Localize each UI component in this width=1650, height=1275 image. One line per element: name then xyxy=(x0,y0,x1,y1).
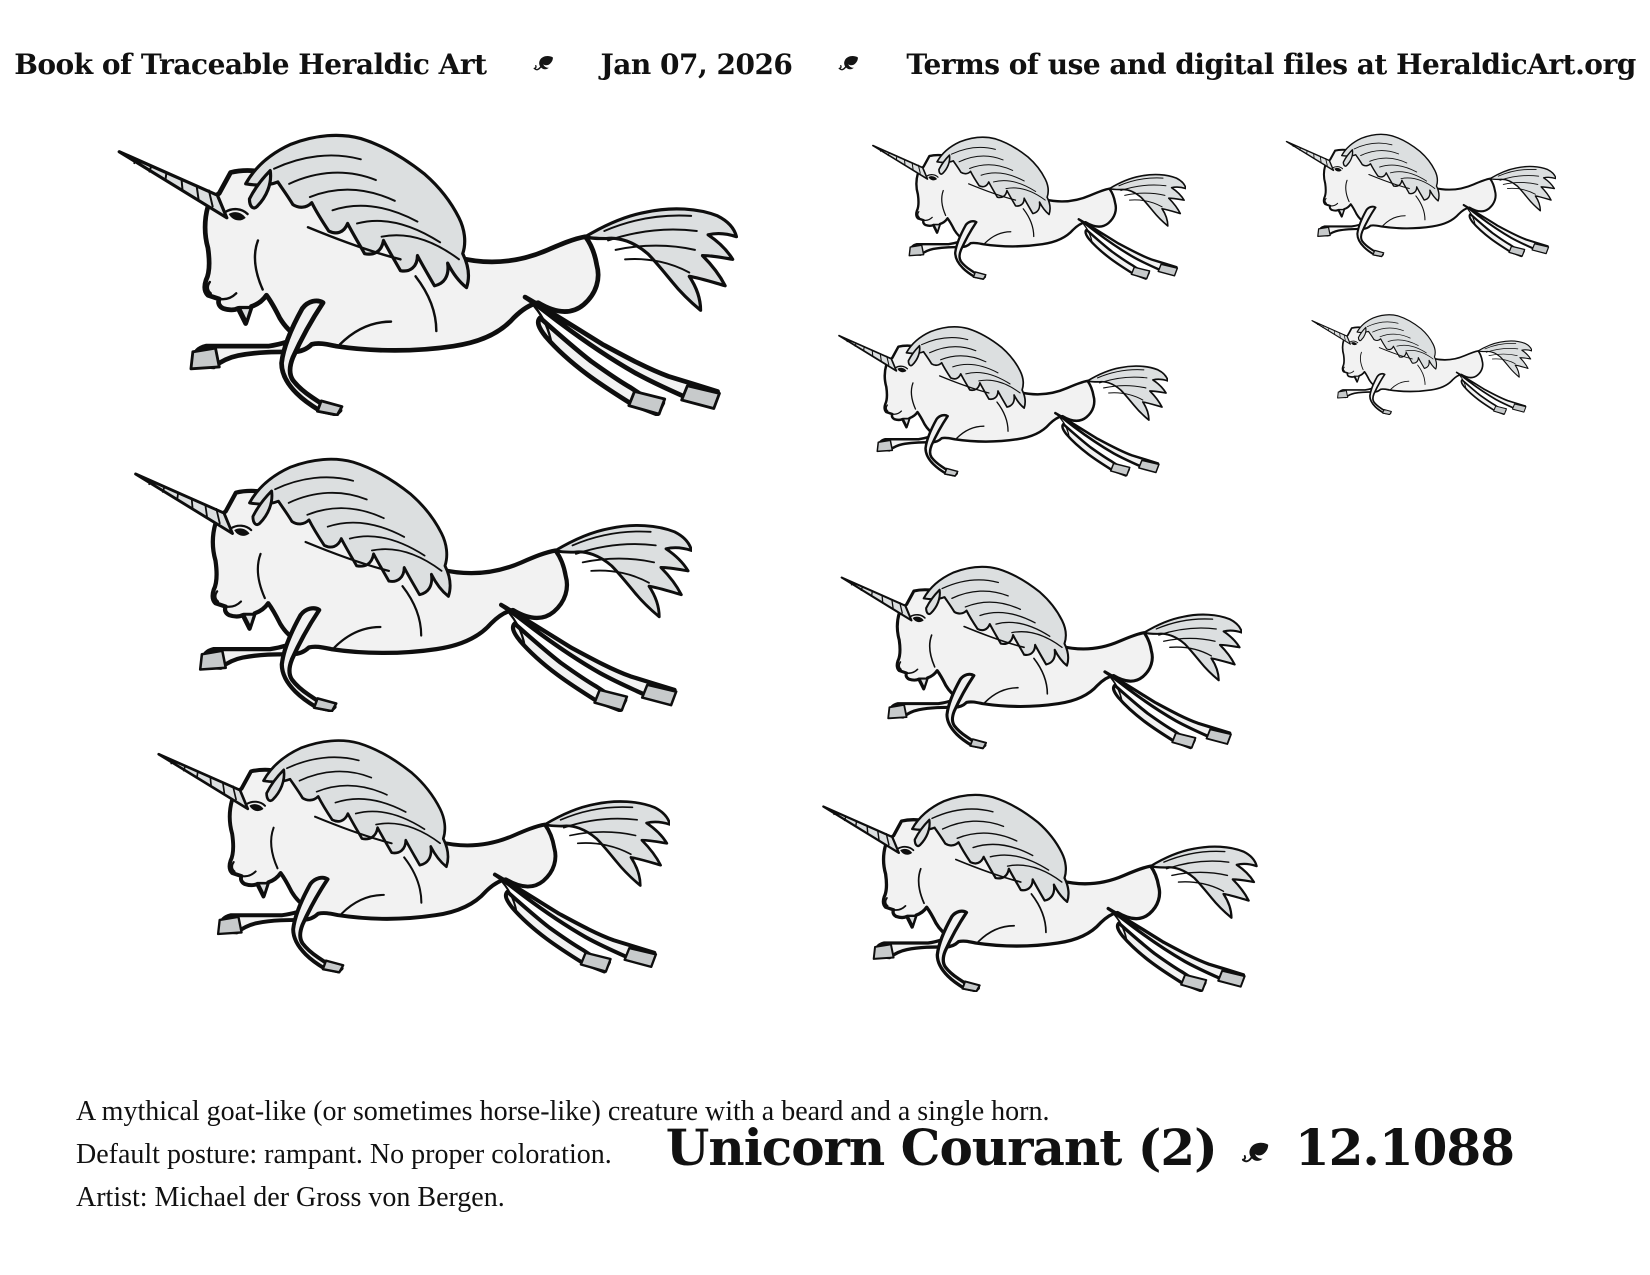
header xyxy=(0,48,1650,81)
unicorn-figure-large-3 xyxy=(154,722,670,974)
unicorn-figure-medium-3 xyxy=(838,548,1242,754)
unicorn-figure-medium-2 xyxy=(836,308,1168,484)
book-title: Book of Traceable Heraldic Art xyxy=(14,48,487,81)
terms-text: Terms of use and digital files at HeraldicArt.org xyxy=(906,48,1636,81)
description-line: A mythical goat-like (or sometimes horse-like) creature with a beard and a single horn. xyxy=(76,1096,1050,1127)
fleuron-icon xyxy=(838,54,860,76)
unicorn-figure-medium-1 xyxy=(870,120,1186,286)
unicorn-figure-small-1 xyxy=(1284,120,1556,262)
charge-title: Unicorn Courant (2) xyxy=(665,1118,1217,1177)
charge-titlebar xyxy=(666,1118,1514,1177)
unicorn-figure-small-2 xyxy=(1310,300,1532,422)
description-line: Default posture: rampant. No proper coloration. xyxy=(76,1139,612,1170)
header-date: Jan 07, 2026 xyxy=(600,48,793,81)
fleuron-icon xyxy=(1241,1140,1271,1170)
catalog-number: 12.1088 xyxy=(1294,1118,1514,1177)
artist-credit: Artist: Michael der Gross von Bergen. xyxy=(76,1182,505,1213)
unicorn-figure-large-1 xyxy=(112,114,738,416)
unicorn-figure-large-2 xyxy=(130,440,692,712)
unicorn-figure-medium-4 xyxy=(813,780,1263,992)
fleuron-icon xyxy=(533,54,555,76)
